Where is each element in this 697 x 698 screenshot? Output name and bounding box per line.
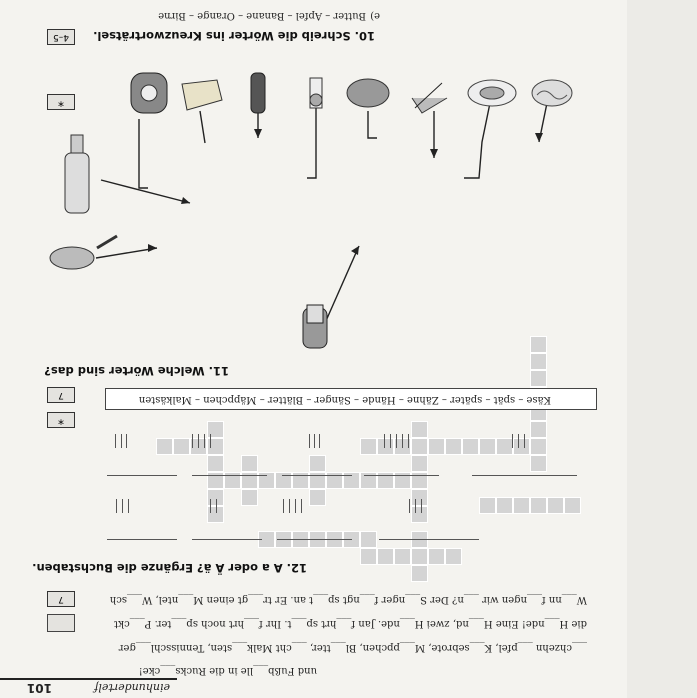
bottle-picture: [65, 135, 89, 213]
exercise-11-badge: 7: [47, 387, 75, 403]
exercise-12-answer-box: [47, 614, 75, 632]
exercise-11-words: Käse – spät – später – Zähne – Hände – Sänger – Blätter – Mäppchen – Malkästen: [138, 394, 551, 405]
page-number: 101: [26, 681, 52, 695]
item-e-label: e): [370, 10, 380, 21]
exercise-12-line-3: ___chzehn ___pfel, K___sebrote, M___ppchen, Bl___tter, ___cht Malk___sten, Tennisschl___ger: [118, 642, 587, 653]
exercise-12-line-4: und Fußb___lle in die Rucks___cke!: [138, 665, 317, 676]
book-title: einhundertelf: [94, 681, 170, 694]
exercise-12-line-1: W___nn f___ngen wir ___n? Der S___nger f___ngt sp___t an. Er tr___gt einen M___ntel, W___sch: [109, 594, 587, 605]
cheese-picture: [182, 80, 222, 110]
exercise-10-title: 10. Schreib die Wörter ins Kreuzworträtsel.: [93, 29, 375, 43]
strainer-picture: [50, 236, 117, 269]
plate-picture: [468, 80, 516, 106]
exercise-11-star: *: [47, 412, 75, 428]
exercise-10-star: *: [47, 94, 75, 110]
exercise-12-title: 12. A a oder Ä ä? Ergänze die Buchstaben.: [32, 561, 307, 575]
pepper-mill-picture: [303, 305, 327, 348]
bottle-small-picture: [251, 73, 265, 113]
bread-picture: [347, 79, 389, 107]
brain-picture: [532, 80, 572, 106]
arrow-heads: [148, 129, 543, 255]
item-e-words: Butter – Apfel – Banane – Orange – Birne: [158, 10, 366, 21]
exercise-10-badge: 4–5: [47, 29, 75, 45]
lamp-picture: [310, 78, 322, 108]
exercise-12-badge: 7: [47, 591, 75, 607]
jar-picture: [131, 73, 167, 113]
exercise-12-line-2: die H___nde! Eine H___nd, zwei H___nde. Jan f___hrt sp___t. Ihr f___hrt noch sp___ter. P___ckt: [114, 618, 587, 629]
exercise-11-title: 11. Welche Wörter sind das?: [44, 364, 229, 378]
flag-picture: [412, 83, 447, 113]
